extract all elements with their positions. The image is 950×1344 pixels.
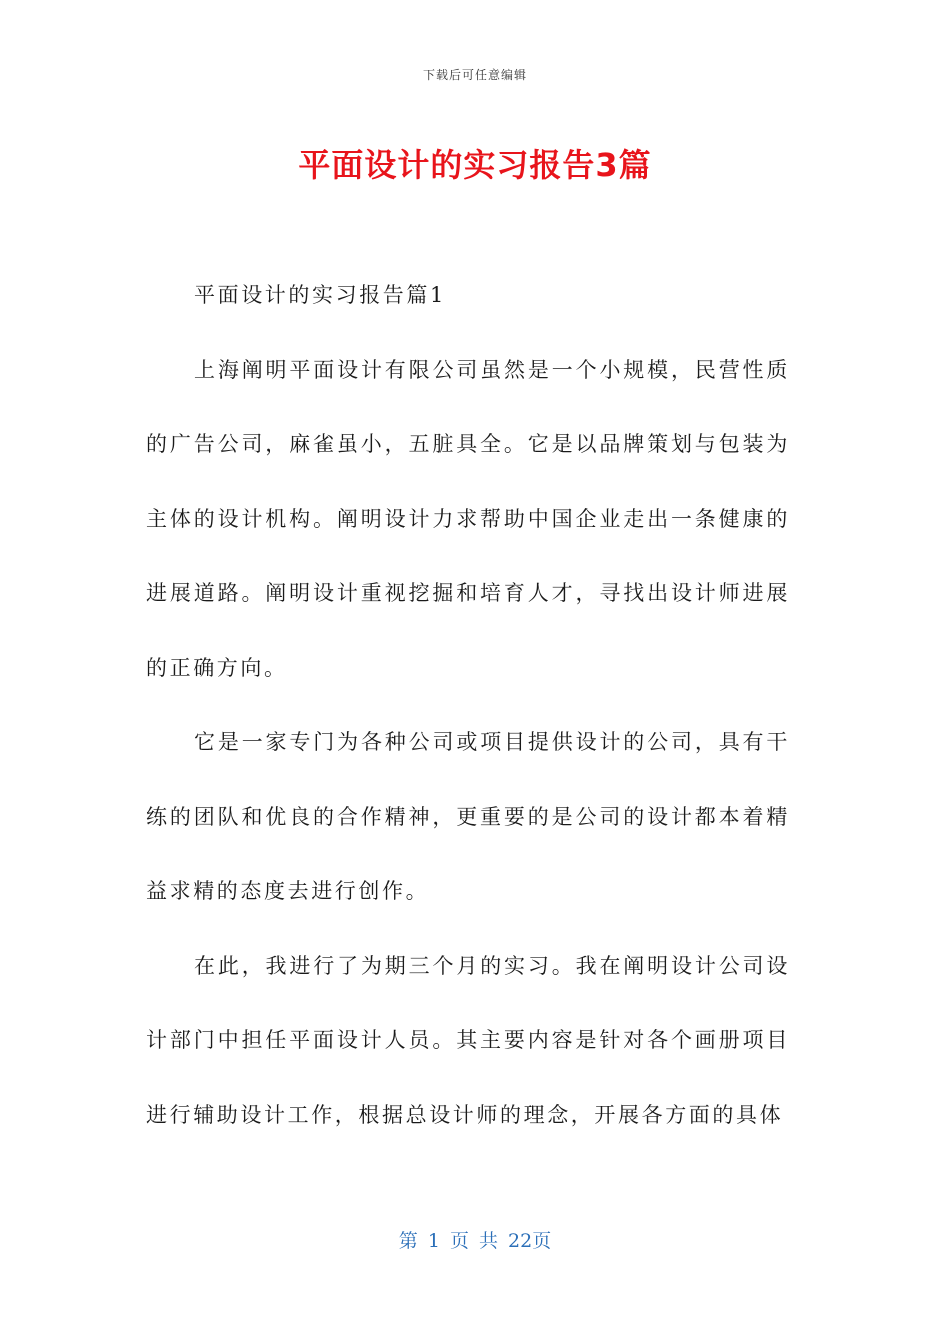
document-title: 平面设计的实习报告3篇 — [298, 146, 652, 184]
paragraph: 它是一家专门为各种公司或项目提供设计的公司，具有干练的团队和优良的合作精神，更重要的是公司的设计都本着精益求精的态度去进行创作。 — [146, 730, 790, 903]
section-heading: 平面设计的实习报告篇1 — [194, 283, 446, 307]
paragraph: 上海阐明平面设计有限公司虽然是一个小规模，民营性质的广告公司，麻雀虽小，五脏具全。它是以品牌策划与包装为主体的设计机构。阐明设计力求帮助中国企业走出一条健康的进展道路。阐明设计重视挖掘和培育人才，寻找出设计师进展的正确方向。 — [146, 357, 790, 680]
page-number: 第 1 页 共 22页 — [398, 1230, 552, 1252]
header-note: 下载后可任意编辑 — [422, 68, 527, 82]
paragraph: 在此，我进行了为期三个月的实习。我在阐明设计公司设计部门中担任平面设计人员。其主要内容是针对各个画册项目进行辅助设计工作，根据总设计师的理念，开展各方面的具体 — [146, 953, 790, 1127]
document-body — [146, 258, 790, 1152]
